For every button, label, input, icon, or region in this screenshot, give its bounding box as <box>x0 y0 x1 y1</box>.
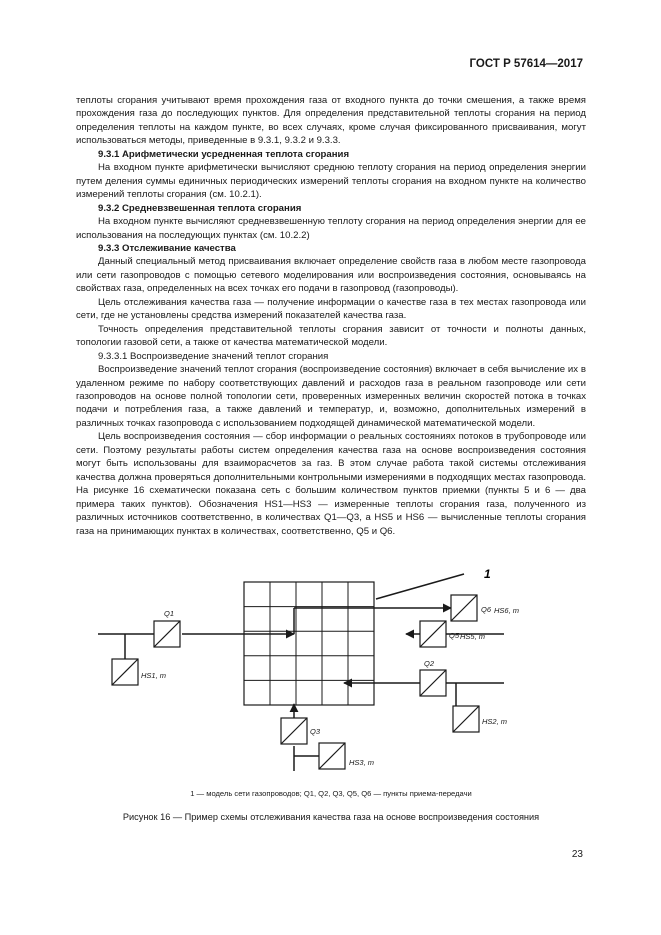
paragraph: На входном пункте вычисляют средневзвешенную теплоту сгорания на период определения энергии для ее использования на последующих пунктах (см. 10.2.2) <box>76 216 586 241</box>
paragraph: Воспроизведение значений теплот сгорания (воспроизведение состояния) включает в себя вычисление их в удаленном режиме по набору соответствующих давлений и расходов газа в реальном газопроводе или сети газопроводов на основе полной топологии сети, проверенных измеренных величин скоростей потока в точках подачи и потребления газа, а также давлений и температур, и, возможно, дополнительных измерений в различных точках газопровода с использованием подходящей динамической математической модели. <box>76 364 586 429</box>
page-number: 23 <box>571 849 583 860</box>
label-q1: Q1 <box>164 609 175 618</box>
paragraph: Цель отслеживания качества газа — получение информации о качестве газа в тех местах газопровода или сети, где не установлены средства измерений показателей качества газа. <box>76 296 586 322</box>
label-hs5: HS5, m <box>460 632 486 641</box>
label-hs2: HS2, m <box>482 717 508 726</box>
label-q3: Q3 <box>310 727 321 736</box>
label-q6: Q6 <box>481 605 492 614</box>
subsection-heading: 9.3.3.1 Воспроизведение значений теплот сгорания <box>98 350 329 362</box>
label-q5: Q5 <box>449 631 460 640</box>
paragraph: Точность определения представительной теплоты сгорания зависит от точности и полноты данных, топологии газовой сети, а также от качества математической модели. <box>76 323 586 349</box>
label-hs1: HS1, m <box>141 671 167 680</box>
document-number: ГОСТ Р 57614—2017 <box>469 58 583 70</box>
callout-label: 1 <box>484 567 491 581</box>
section-heading: 9.3.1 Арифметически усредненная теплота сгорания <box>98 148 350 160</box>
figure-caption: Рисунок 16 — Пример схемы отслеживания качества газа на основе воспроизведения состояния <box>122 812 540 822</box>
body-text <box>76 94 586 538</box>
paragraph: Данный специальный метод присваивания включает определение свойств газа в любом месте газопровода или сети газопроводов с помощью сетевого моделирования или воспроизведения состояния, основываясь на свойствах газа, определенных на всех точках его подачи в газопровод (газопроводы). <box>76 256 586 295</box>
label-hs6: HS6, m <box>494 606 520 615</box>
paragraph: На входном пункте арифметически вычисляют среднюю теплоту сгорания на период определения энергии путем деления суммы единичных периодических измерений теплоты сгорания на входном пункте на количество измерений теплоты сгорания (см. 10.2.1). <box>76 162 586 201</box>
paragraph: теплоты сгорания учитывают время прохождения газа от входного пункта до точки смешения, а также время прохождения газа до последующих пунктов. Для определения представительной теплоты сгорания на период определения теплоты на каждом пункте, во всех случаях, кроме случая фиксированного присваивания, могут использоваться методы, приведенные в 9.3.1, 9.3.2 и 9.3.3. <box>76 95 586 147</box>
label-hs3: HS3, m <box>349 758 375 767</box>
figure-legend: 1 — модель сети газопроводов; Q1, Q2, Q3, Q5, Q6 — пункты приема-передачи <box>190 789 472 798</box>
paragraph: Цель воспроизведения состояния — сбор информации о реальных состояниях потоков в трубопроводе или сети. Поэтому результаты работы систем определения качества газа на основе воспроизведения состояния могут быть использованы для взаиморасчетов за газ. В этом случае работа такой системы отслеживания качества должна проверяться дополнительными контрольными измерениями в подходящих местах газопровода. На рисунке 16 схематически показана сеть с большим количеством пунктов приемки (пункты 5 и 6 — два примера таких пунктов). Обозначения HS1—HS3 — измеренные теплоты сгорания газа, полученного из различных источников соответственно, в количествах Q1—Q3, а HS5 и HS6 — вычисленные теплоты сгорания газа на принимающих пунктах в количествах, соответственно, Q5 и Q6. <box>76 431 586 537</box>
network-diagram <box>94 566 534 781</box>
section-heading: 9.3.2 Средневзвешенная теплота сгорания <box>98 202 302 214</box>
section-heading: 9.3.3 Отслеживание качества <box>98 242 236 254</box>
network-grid <box>244 582 374 705</box>
label-q2: Q2 <box>424 659 435 668</box>
